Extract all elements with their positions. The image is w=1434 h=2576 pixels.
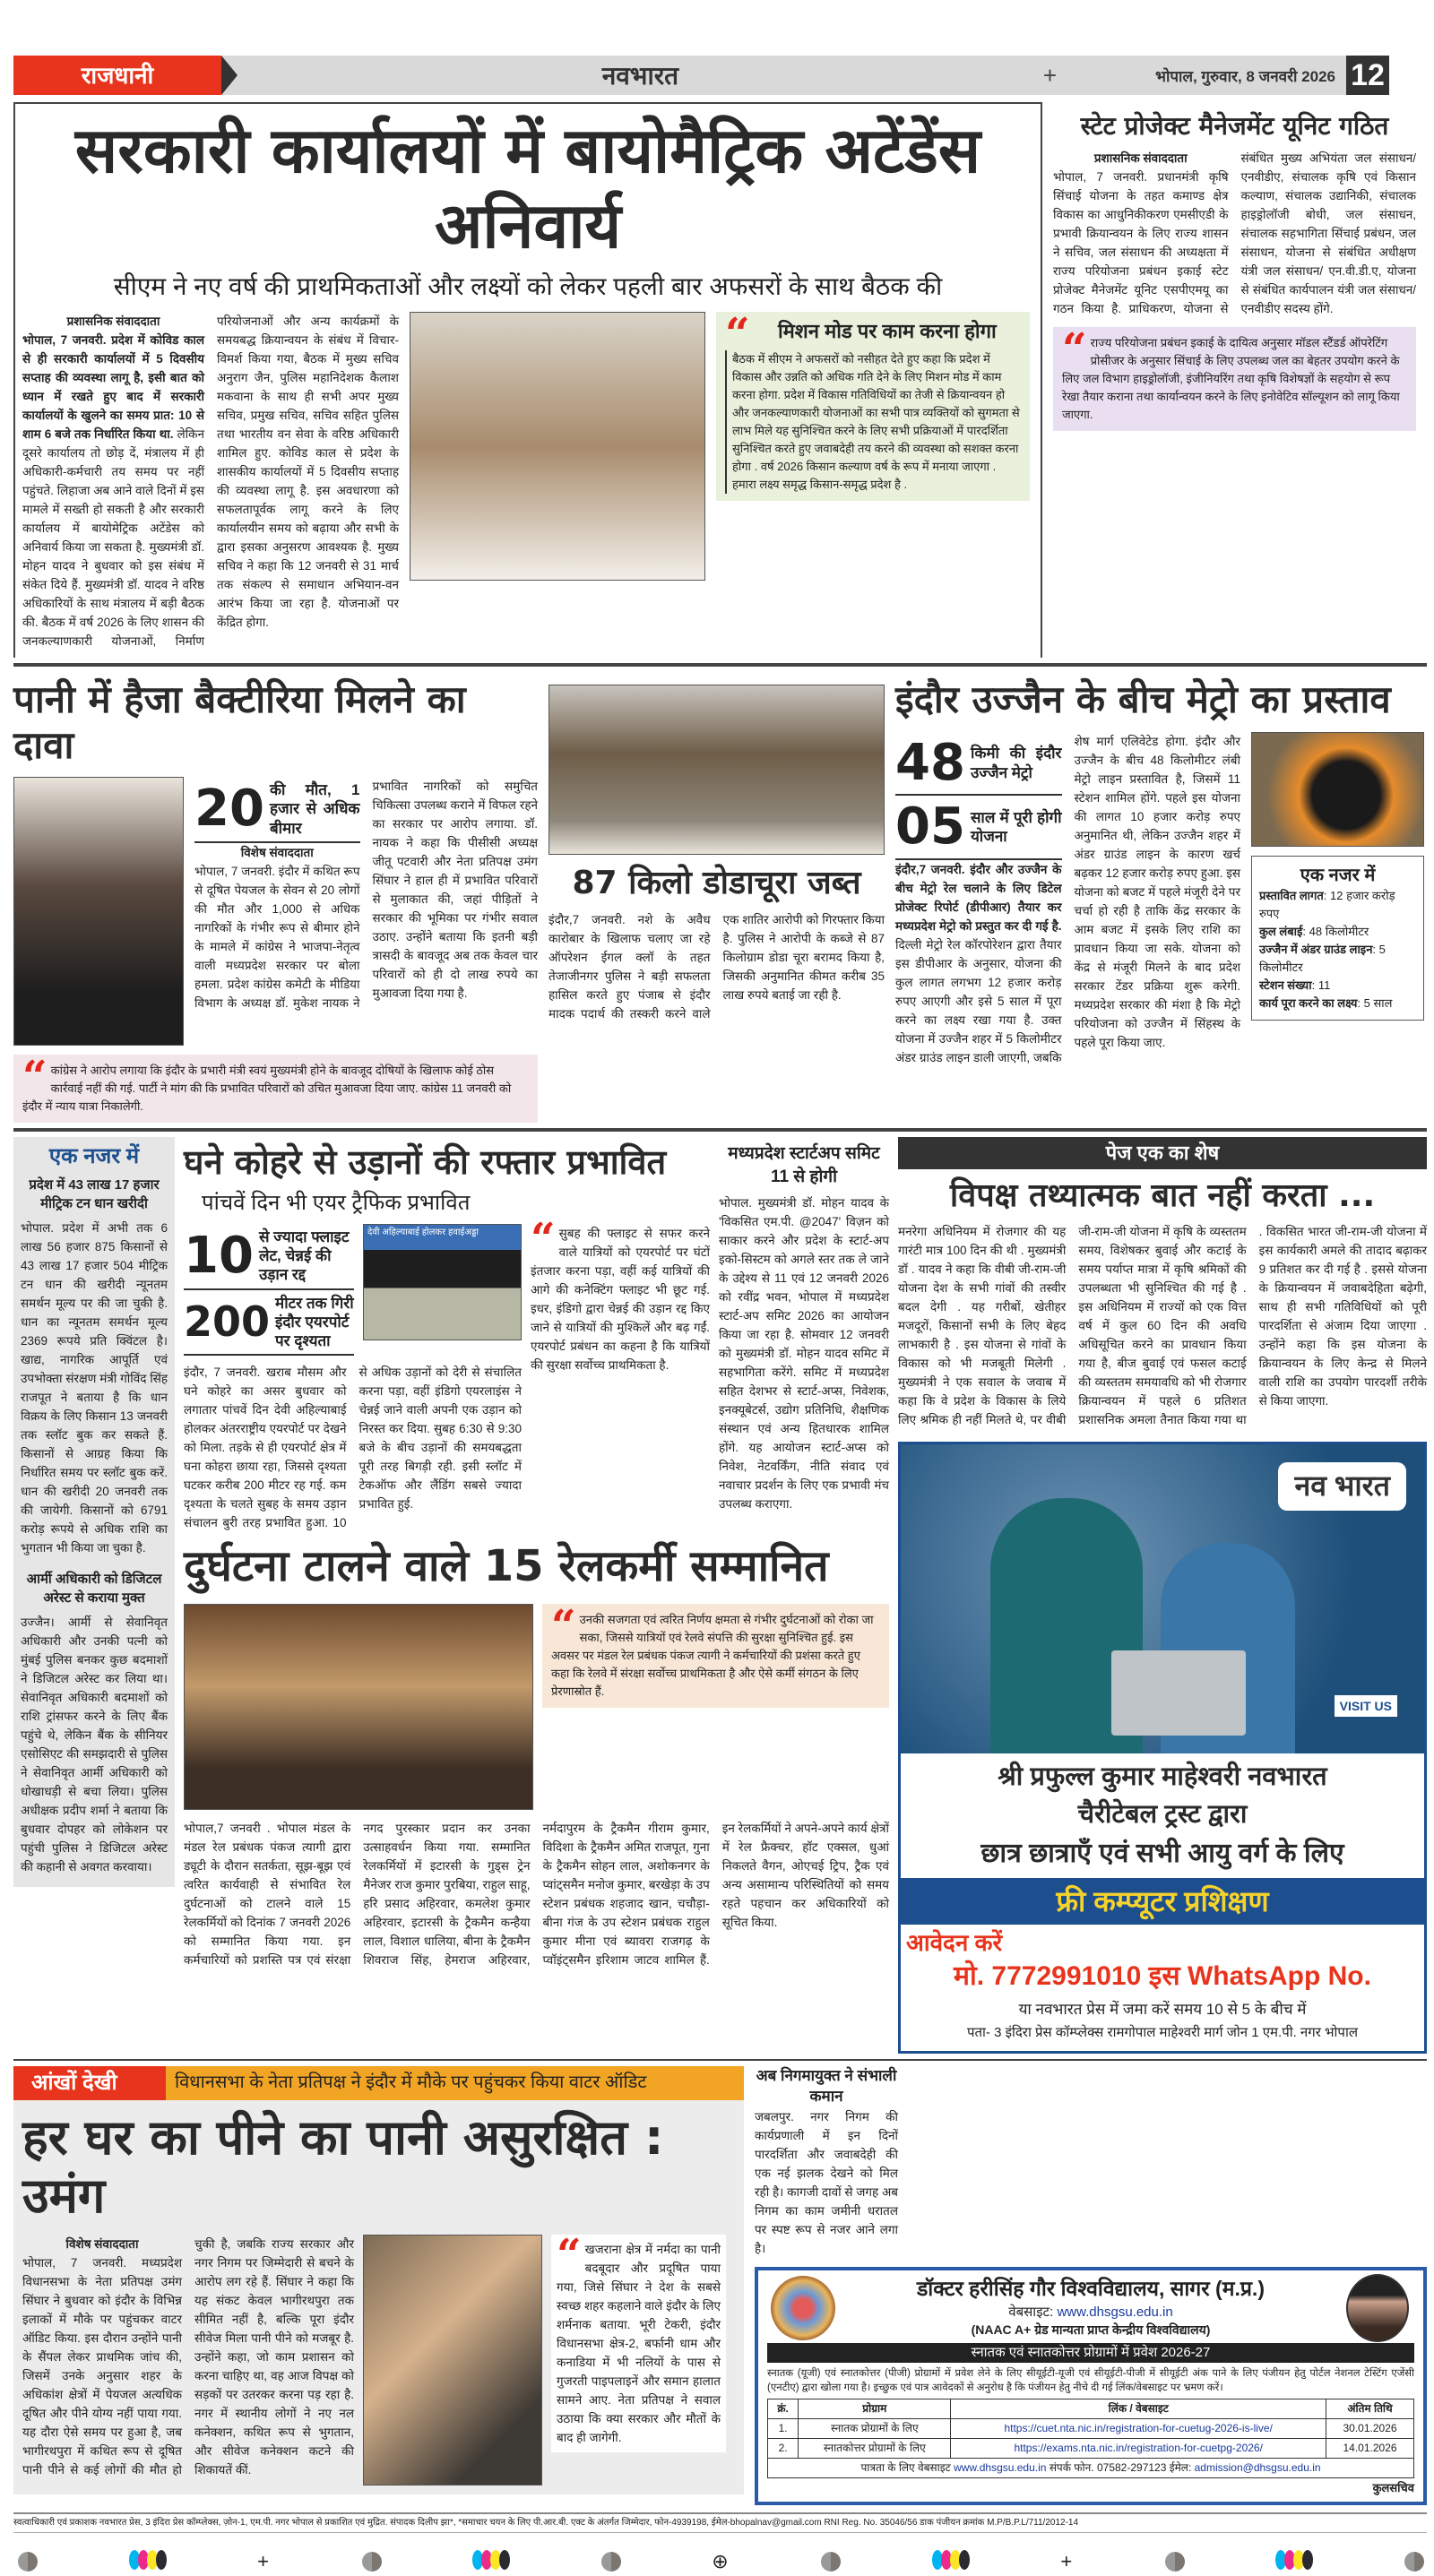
- registration-marks: [13, 2547, 1427, 2576]
- ad-logo: नव भारत: [1278, 1462, 1406, 1511]
- mission-title: मिशन मोड पर काम करना होगा: [777, 320, 997, 343]
- railway-headline: दुर्घटना टालने वाले 15 रेलकर्मी सम्मानित: [184, 1541, 829, 1592]
- railway-body: भोपाल,7 जनवरी . भोपाल मंडल के मंडल रेल प्रबंधक पंकज त्यागी द्वारा ड्यूटी के दौरान सतर्कता, सूझ-बूझ एवं त्वरित कार्यवाही से संभावित रेल दुर्घटनाओं को टालने वाले 15 रेलकर्मियों को दिनांक 7 जनवरी 2026 को सम्मानित किया गया. इन कर्मचारियों को प्रशस्ति पत्र एवं संरक्षा नगद पुरस्कार प्रदान कर उनका उत्साहवर्धन किया गया. सम्मानित रेलकर्मियों में इटारसी के गुड्स ट्रेन मैनेजर राज कुमार पुरबिया, राहुल साहू, हरि प्रसाद अहिरवार, कमलेश कुमार अहिरवार, इटारसी के ट्रैकमैन कन्हैया लाल, विशाल धालिया, बीना के ट्रैकमैन शिवराज सिंह, हेमराज अहिरवार, नर्मदापुरम के ट्रैकमैन गीराम कुमार, विदिशा के ट्रैकमैन अमित राजपूत, गुना के ट्रैकमैन सोहन लाल, अशोकनगर के प्वांट्समैन मनोज कुमार, बरखेड़ा के उप स्टेशन प्रबंधक शहजाद खान, चचौड़ा-बीना गंज के उप स्टेशन प्रबंधक राहुल कुमार मीना एवं ब्यावरा राजगढ़ के प्वॉइंट्समैन इरिशाम जाटव शामिल हैं. इन रेलकर्मियों ने अपने-अपने कार्य क्षेत्रों में रेल फ्रैक्चर, हॉट एक्सल, धुआं निकलते वैगन, ओएचई ट्रिप, ट्रैक एवं अन्य असामान्य परिस्थितियों को समय रहते पहचान कर अधिकारियों को सूचित किया.: [184, 1822, 889, 1968]
- gray-mark: [362, 2552, 382, 2572]
- paper-name: नवभारत: [601, 62, 679, 90]
- gray-mark: [18, 2552, 38, 2572]
- admission-bar: स्नातक एवं स्नातकोत्तर प्रोग्रामों में प्रवेश 2026-27: [767, 2343, 1414, 2364]
- remainder-body: मनरेगा अधिनियम में रोजगार की यह गारंटी मात्र 100 दिन की थी . मुख्यमंत्री डॉ . यादव ने कहा कि वीबी जी-राम-जी योजना देश के सभी गांवों की तस्वीर बदल देगी . यह गरीबों, खेतीहर मजदूरों, किसानों सभी के लिए बेहद लाभकारी है . इस योजना से गांवों के विकास को भी मजबूती मिलेगी . मुख्यमंत्री ने एक सवाल के जवाब में कहा कि वे प्रदेश के विकास के लिये लिए श्रमिक ही नहीं मिलते थे, पर वीबी जी-राम-जी योजना में कृषि के व्यस्ततम समय, विशेषकर बुवाई और कटाई के समय पर्याप्त मात्रा में कृषि श्रमिकों की उपलब्धता भी सुनिश्चित की गई है . इस अधिनियम में राज्यों को एक वित्त वर्ष में कुल 60 दिन की अवधि अधिसूचित करने का प्रावधान किया गया है, बीज बुवाई एवं फसल कटाई की व्यस्ततम समयावधि को भी रोजगार क्रियान्वयन में पहले 6 प्रतिशत प्रशासनिक अमला तैनात किया गया था . विकसित भारत जी-राम-जी योजना में इस कार्यकारी अमले की तादाद बढ़ाकर 9 प्रतिशत कर दी गई है . इससे योजना के क्रियान्वयन में जवाबदेहिता बढ़ेगी, साथ ही सभी गतिविधियों को पूरी पारदर्शिता से अंजाम दिया जाएगा . उन्होंने कहा कि इस योजना के क्रियान्वयन के लिए केन्द्र से मिलने वाली राशि का उपयोग पारदर्शी तरीके से किया जाएगा.: [898, 1225, 1427, 1427]
- fog-story: [184, 1137, 710, 1532]
- railway-quote: [542, 1601, 889, 1708]
- visit-us-badge[interactable]: VISIT US: [1335, 1695, 1397, 1717]
- crosshair-icon: +: [1060, 2550, 1073, 2573]
- gray-mark: [601, 2552, 621, 2572]
- cholera-byline: विशेष संवाददाता: [240, 845, 314, 859]
- table-row: 1. स्नातक प्रोग्रामों के लिए https://cuet.nta.nic.in/registration-for-cuetug-2026-is-live/ 30.01.2026: [768, 2419, 1414, 2439]
- metro-body: दिल्ली मेट्रो रेल कॉरपोरेशन द्वारा तैयार इस डीपीआर के अनुसार, योजना की कुल लागत लगभग 12 हजार करोड़ रुपए आएगी और इसे 5 साल में पूरा करने का लक्ष्य रखा गया है. उक्त योजना में उज्जैन शहर में 5 किलोमीटर अंडर ग्राउंड लाइन डाली जाएगी, जबकि शेष मार्ग एलिवेटेड होगा. इंदौर और उज्जैन के बीच 48 किलोमीटर लंबी मेट्रो लाइन प्रस्तावित है, जिसमें 11 स्टेशन शामिल होंगे. पहले इस योजना की लागत 10 हजार करोड़ रुपए अनुमानित थी, लेकिन उज्जैन शहर में अंडर ग्राउंड लाइन के कारण खर्च बढ़कर 12 हजार करोड़ रुपए हुआ. इस योजना को बजट में पहले मंजूरी देने पर चर्चा हो रही है ताकि केंद्र सरकार के आम बजट में इसके लिए राशि का प्रावधान किया जा सके. योजना को केंद्र से मंजूरी मिलने के बाद प्रदेश सरकार टेंडर प्रक्रिया शुरू करेगी. मध्यप्रदेश सरकार की मंशा है कि मेट्रो परियोजना को उज्जैन में सिंहस्थ के पहले पूरा किया जाए.: [895, 734, 1240, 1064]
- website-label: वेबसाइट:: [1008, 2305, 1054, 2321]
- cholera-quote-text: कांग्रेस ने आरोप लगाया कि इंदौर के प्रभारी मंत्री स्वयं मुख्यमंत्री होने के बावजूद दोषियों के खिलाफ कोई ठोस कार्रवाई नहीं की गई. पार्टी ने मांग की कि प्रभावित परिवारों को उचित मुआवजा दिया जाए. कांग्रेस 11 जनवरी को इंदौर में न्याय यात्रा निकालेगी.: [22, 1064, 512, 1114]
- admission-email-link[interactable]: admission@dhsgsu.edu.in: [1194, 2461, 1321, 2475]
- lead-intro: भोपाल, 7 जनवरी. प्रदेश में कोविड काल से ही सरकारी कार्यालयों में 5 दिवसीय सप्ताह की व्यवस्था लागू है, इसी बात को ध्यान में रखते हुए बाद में सरकारी कार्यालयों के खुलने का समय प्रात: 10 से शाम 6 बजे तक निर्धारित किया था.: [22, 333, 204, 442]
- quote-icon: “: [1062, 323, 1087, 375]
- ad-address: पता- 3 इंदिरा प्रेस कॉम्प्लेक्स रामगोपाल माहेश्वरी मार्ग जोन 1 एम.पी. नगर भोपाल: [966, 2025, 1359, 2041]
- cmyk-mark: [1275, 2550, 1311, 2574]
- divider: [13, 1128, 1427, 1132]
- congress-leader-photo: [13, 777, 184, 1046]
- railway-story: [184, 1541, 889, 1969]
- water-kicker: विधानसभा के नेता प्रतिपक्ष ने इंदौर में मौके पर पहुंचकर किया वाटर ऑडिट: [166, 2066, 744, 2100]
- glance-title: एक नजर में: [1300, 865, 1376, 885]
- ad-line3: छात्र छात्राएँ एवं सभी आयु वर्ग के लिए: [980, 1838, 1344, 1868]
- cmyk-mark: [472, 2550, 508, 2574]
- water-quote: [551, 2229, 726, 2452]
- registrar-signoff: कुलसचिव: [1372, 2481, 1414, 2495]
- metro-train-photo: [1251, 732, 1424, 847]
- spmu-note: [1053, 323, 1416, 431]
- startup-headline: मध्यप्रदेश स्टार्टअप समिट 11 से होगी: [728, 1144, 880, 1186]
- naac-grade: (NAAC A+ ग्रेड मान्यता प्राप्त केन्द्रीय विश्वविद्यालय): [971, 2322, 1211, 2338]
- masthead: [13, 56, 1389, 95]
- mission-quote-box: [716, 309, 1030, 501]
- pg-registration-link[interactable]: https://exams.nta.nic.in/registration-for-cuetpg-2026/: [1014, 2442, 1263, 2455]
- cholera-stat: 20 की मौत, 1 हजार से अधिक बीमार: [194, 777, 360, 843]
- computer-training-ad: [898, 1442, 1427, 2054]
- spmu-story: [1053, 102, 1416, 431]
- lead-story: [13, 102, 1042, 658]
- sidebar-item2-head: आर्मी अधिकारी को डिजिटल अरेस्ट से कराया मुक्त: [26, 1572, 162, 1607]
- laptop-icon: [1111, 1650, 1246, 1736]
- police-arrest-photo: [549, 685, 885, 855]
- fog-quote-text: सुबह की फ्लाइट से सफर करने वाले यात्रियों को एयरपोर्ट पर घंटों इंतजार करना पड़ा, वहीं कई यात्रियों की आगे की कनेक्टिंग फ्लाइट भी छूट गई. इधर, इंडिगो द्वारा चेन्नई की उड़ान रद्द किए जाने से यात्रियों की मुश्किलें और बढ़ गईं. एयरपोर्ट प्रबंधन का कहना है कि यात्रियों की सुरक्षा सर्वोच्च प्राथमिकता है.: [531, 1226, 710, 1372]
- railway-award-photo: [184, 1604, 533, 1810]
- page-number: 12: [1346, 56, 1389, 95]
- university-name: डॉक्टर हरीसिंह गौर विश्वविद्यालय, सागर (म.प्र.): [917, 2277, 1265, 2301]
- jabalpur-story: [755, 2066, 898, 2258]
- metro-glance-box: [1251, 856, 1424, 1021]
- divider: [13, 663, 1427, 667]
- ad-line2: चैरीटेबल ट्रस्ट द्वारा: [1077, 1800, 1248, 1830]
- remainder-label: पेज एक का शेष: [898, 1137, 1427, 1169]
- glance-item: कार्य पूरा करने का लक्ष्य: 5 साल: [1259, 995, 1393, 1010]
- ad-note: या नवभारत प्रेस में जमा करें समय 10 से 5 के बीच में: [1018, 2000, 1307, 2018]
- water-body: भोपाल, 7 जनवरी. मध्यप्रदेश विधानसभा के नेता प्रतिपक्ष उमंग सिंघार ने बुधवार को इंदौर के विभिन्न इलाकों में मौके पर पहुंचकर वाटर ऑडिट किया. इस दौरान उन्होंने पानी के सैंपल लेकर प्राथमिक जांच की, जिसमें उनके अनुसार शहर के अधिकांश क्षेत्रों में पेयजल अत्यधिक दूषित और पीने योग्य नहीं पाया गया. यह दौरा ऐसे समय पर हुआ है, जब भागीरथपुरा में कथित रूप से दूषित पानी पीने से कई लोगों की मौत हो चुकी है, जबकि राज्य सरकार और नगर निगम पर जिम्मेदारी से बचने के आरोप लग रहे हैं. सिंघार ने कहा कि यह संकट केवल भागीरथपुरा तक सीमित नहीं है, बल्कि पूरा इंदौर सीवेज मिला पानी पीने को मजबूर है. उन्होंने कहा, जो काम प्रशासन को करना चाहिए था, वह आज विपक्ष को सड़कों पर उतरकर करना पड़ रहा है. नगर में स्थानीय लोगों ने नए नल कनेक्शन, कथित रूप से भुगतान, और सीवेज कनेक्शन कटने की शिकायतें कीं.: [22, 2236, 354, 2477]
- airport-photo: [363, 1224, 522, 1340]
- spmu-headline: स्टेट प्रोजेक्ट मैनेजमेंट यूनिट गठित: [1080, 111, 1389, 141]
- startup-body: भोपाल. मुख्यमंत्री डॉ. मोहन यादव के 'विकसित एम.पी. @2047' विज़न को साकार करने और प्रदेश के स्टार्ट-अप इको-सिस्टम को अगले स्तर तक ले जाने के उद्देश्य से 11 एवं 12 जनवरी 2026 को रवींद्र भवन, भोपाल में मध्यप्रदेश स्टार्ट-अप समिट 2026 का आयोजन किया जा रहा है. सोमवार 12 जनवरी को मुख्यमंत्री डॉ. मोहन यादव समिट में सहभागिता करेंगे. समिट में मध्यप्रदेश सहित देशभर से स्टार्ट-अप्स, निवेशक, इनक्यूबेटर्स, उद्योग प्रतिनिधि, शैक्षणिक संस्थान एवं अन्य हितधारक शामिल होंगे. यह आयोजन स्टार्ट-अप्स को निवेश, नेटवर्किंग, नीति संवाद एवं नवाचार प्रदर्शन के लिए एक प्रभावी मंच उपलब्ध कराएगा.: [719, 1196, 889, 1512]
- eligibility-link[interactable]: www.dhsgsu.edu.in: [954, 2461, 1047, 2475]
- mission-text: बैठक में सीएम ने अफसरों को नसीहत देते हुए कहा कि प्रदेश में विकास और उन्नति को अधिक गति देने के लिए मिशन मोड में काम करना होगा. प्रदेश में विकास गतिविधियों का तेजी से क्रियान्वयन हो और जनकल्याणकारी योजनाओं का सभी पात्र व्यक्तियों को सुगमता से लाभ मिले यह सुनिश्चित करने के लिए सभी प्रक्रियाओं में पारदर्शिता सुनिश्चित करते हुए जवाबदेही तय करने की व्यवस्था को सशक्त करना होगा . वर्ष 2026 किसान कल्याण वर्ष के रूप में मनाया जाएगा . हमारा लक्ष्य समृद्ध किसान-समृद्ध प्रदेश है .: [725, 350, 1021, 494]
- at-a-glance-sidebar: [13, 1137, 175, 1887]
- newspaper-page: [0, 56, 1434, 2576]
- quote-icon: “: [22, 1052, 48, 1103]
- sidebar-title: एक नजर में: [48, 1144, 140, 1169]
- doda-headline: 87 किलो डोडाचूरा जब्त: [572, 865, 861, 902]
- metro-intro: इंदौर,7 जनवरी. इंदौर और उज्जैन के बीच मेट्रो रेल चलाने के लिए डिटेल प्रोजेक्ट रिपोर्ट (डीपीआर) तैयार कर मध्यप्रदेश मेट्रो को प्रस्तुत कर दी गई है.: [895, 862, 1062, 933]
- table-row: पात्रता के लिए वेबसाइट www.dhsgsu.edu.in संपर्क फोन. 07582-297123 ईमेल: admission@dhsgsu.edu.in: [768, 2459, 1414, 2478]
- sidebar-item1-body: भोपाल. प्रदेश में अभी तक 6 लाख 56 हजार 875 किसानों से 43 लाख 17 हजार 504 मीट्रिक टन धान की खरीदी न्यूनतम समर्थन मूल्य पर की जा चुकी है. धान का न्यूनतम समर्थन मूल्य 2369 रूपये प्रति क्विंटल है। खाद्य, नागरिक आपूर्ति एवं उपभोक्ता संरक्षण मंत्री गोविंद सिंह राजपूत ने बताया है कि धान विक्रय के लिए किसान 13 जनवरी तक स्लॉट बुक कर सकते हैं. किसानों से आग्रह किया कि निर्धारित समय पर स्लॉट बुक करें. धान की खरीदी 20 जनवरी तक की जायेगी. किसानों को 6791 करोड़ रूपये से अधिक राशि का भुगतान भी किया जा चुका है.: [21, 1221, 168, 1555]
- quote-icon: “: [557, 2229, 582, 2280]
- ad-apply: आवेदन करें: [906, 1928, 1003, 1956]
- university-seal: [771, 2276, 835, 2340]
- ad-line1: श्री प्रफुल्ल कुमार माहेश्वरी नवभारत: [998, 1762, 1327, 1792]
- fog-quote: [531, 1213, 710, 1374]
- lead-byline: प्रशासनिक संवाददाता: [66, 314, 160, 329]
- ug-registration-link[interactable]: https://cuet.nta.nic.in/registration-for-cuetug-2026-is-live/: [1004, 2422, 1273, 2435]
- table-header: क्रं. प्रोग्राम लिंक / वेबसाइट अंतिम तिथि: [768, 2399, 1414, 2419]
- metro-stat-length: 48 किमी की इंदौर उज्जैन मेट्रो: [895, 732, 1062, 797]
- gray-mark: [1404, 2552, 1424, 2572]
- ad-photo: [901, 1444, 1424, 1753]
- cholera-body: भोपाल, 7 जनवरी. इंदौर में कथित रूप से दूषित पेयजल के सेवन से 20 लोगों की मौत और 1,000 से अधिक नागरिकों के गंभीर रूप से बीमार होने के मामले में कांग्रेस ने भाजपा-नेतृत्व वाली मध्यप्रदेश सरकार पर बोला हमला. प्रदेश कांग्रेस कमेटी के मीडिया विभाग के अध्यक्ष डॉ. मुकेश नायक ने प्रभावित नागरिकों को समुचित चिकित्सा उपलब्ध कराने में विफल रहने का सरकार पर आरोप लगाया. डॉ. नायक ने कहा कि पीसीसी अध्यक्ष जीतू पटवारी और नेता प्रतिपक्ष उमंग सिंघार ने हाल ही में प्रभावित परिवारों से मुलाकात की, जहां पीड़ितों ने सरकार की भूमिका पर गंभीर सवाल उठाए. उन्होंने बताया कि इतनी बड़ी त्रासदी के बावजूद अब तक केवल चार परिवारों को ही दो लाख रुपये का मुआवजा दिया गया है.: [194, 780, 538, 1010]
- lead-subhead: सीएम ने नए वर्ष की प्राथमिकताओं और लक्ष्यों को लेकर पहली बार अफसरों के साथ बैठक की: [113, 272, 943, 300]
- water-byline: विशेष संवाददाता: [65, 2236, 139, 2251]
- railway-quote-text: उनकी सजगता एवं त्वरित निर्णय क्षमता से गंभीर दुर्घटनाओं को रोका जा सका, जिससे यात्रियों एवं रेलवे संपत्ति की सुरक्षा सुनिश्चित हुई. इस अवसर पर मंडल रेल प्रबंधक पंकज त्यागी ने कर्मचारियों की प्रशंसा करते हुए कहा कि रेलवे में संरक्षा सर्वोच्च प्राथमिकता है और ऐसे कर्मी संगठन के लिए प्रेरणास्रोत हैं.: [551, 1613, 874, 1699]
- page-one-remainder: [898, 1137, 1427, 1429]
- water-audit-story: [13, 2066, 744, 2494]
- glance-item: उज्जैन में अंडर ग्राउंड लाइन: 5 किलोमीटर: [1259, 942, 1386, 974]
- target-icon: ⊕: [712, 2550, 729, 2573]
- eyewitness-tag: आंखों देखी: [13, 2066, 166, 2100]
- fog-body: इंदौर, 7 जनवरी. खराब मौसम और घने कोहरे का असर बुधवार को लगातार पांचवें दिन देवी अहिल्याबाई होलकर अंतरराष्ट्रीय एयरपोर्ट पर देखने को मिला. तड़के से ही एयरपोर्ट क्षेत्र में घना कोहरा छाया रहा, जिससे दृश्यता घटकर करीब 200 मीटर रह गई. कम दृश्यता के चलते सुबह के समय उड़ान संचालन बुरी तरह प्रभावित हुआ. 10 से अधिक उड़ानों को देरी से संचालित करना पड़ा, वहीं इंडिगो एयरलाइंस ने चेन्नई जाने वाली अपनी एक उड़ान को निरस्त कर दिया. सुबह 6:30 से 9:30 बजे के बीच उड़ानों की समयबद्धता पूरी तरह बिगड़ी रही. इसी स्लॉट में टेकऑफ और लैंडिंग सबसे ज्यादा प्रभावित हुई.: [184, 1366, 522, 1530]
- table-row: 2. स्नातकोत्तर प्रोग्रामों के लिए https://exams.nta.nic.in/registration-for-cuetpg-2026/ 14.01.2026: [768, 2439, 1414, 2459]
- university-ad: [755, 2267, 1427, 2505]
- doda-story: [549, 685, 885, 1022]
- imprint-text: स्वत्वाधिकारी एवं प्रकाशक नवभारत प्रेस, 3 इंदिरा प्रेस कॉम्प्लेक्स, ज़ोन-1, एम.पी. नगर भोपाल से प्रकाशित एवं मुद्रित. संपादक दिलीप झा*, *समाचार चयन के लिए पी.आर.बी. एक्ट के अंतर्गत जिम्मेदार, फोन-4939198, ईमेल-bhopalnav@gmail.com RNI Reg. No. 35046/56 डाक पंजीयन क्रमांक M.P/B.P.L/711/2012-14: [13, 2518, 1079, 2529]
- section-tag-arrow: [221, 56, 238, 95]
- divider: [13, 2059, 1427, 2061]
- glance-item: प्रस्तावित लागत: 12 हजार करोड़ रुपए: [1259, 888, 1395, 920]
- cm-photo: [410, 312, 705, 581]
- metro-story: [895, 672, 1424, 1067]
- glance-item: कुल लंबाई: 48 किलोमीटर: [1259, 924, 1369, 938]
- spmu-byline: प्रशासनिक संवाददाता: [1093, 151, 1188, 165]
- metro-stat-years: 05 साल में पूरी होगी योजना: [895, 796, 1062, 860]
- water-headline: हर घर का पीने का पानी असुरक्षित : उमंग: [22, 2108, 664, 2224]
- lead-headline: सरकारी कार्यालयों में बायोमैट्रिक अटेंडेंस अनिवार्य: [74, 114, 981, 263]
- startup-story: [719, 1137, 889, 1513]
- quote-icon: “: [551, 1601, 576, 1652]
- remainder-headline: विपक्ष तथ्यात्मक बात नहीं करता ...: [949, 1177, 1376, 1215]
- cholera-headline: पानी में हैजा बैक्टीरिया मिलने का दावा: [13, 677, 466, 767]
- lead-body: लेकिन दूसरे कार्यालय तो छोड़ दें, मंत्रालय में ही अधिकारी-कर्मचारी तय समय पर नहीं पहुंचते. लिहाजा अब आने वाले दिनों में इस मामले में सख्ती हो सकती है और सरकारी कार्यालय में बायोमेट्रिक अटेंडेस को अनिवार्य किया जा सकता है. मुख्यमंत्री डॉ. मोहन यादव ने बुधवार को इस संबंध में संकेत दिये हैं. मुख्यमंत्री डॉ. यादव ने वरिष्ठ अधिकारियों के साथ मंत्रालय में बड़ी बैठक की. बैठक में वर्ष 2026 के लिए शासन की जनकल्याणकारी योजनाओं, निर्माण परियोजनाओं और अन्य कार्यक्रमों के समयबद्ध क्रियान्वयन के संबंध में विचार-विमर्श किया गया, बैठक में मुख्य सचिव अनुराग जैन, पुलिस महानिदेशक कैलाश मकवाना के साथ ही सभी अपर मुख्य सचिव, प्रमुख सचिव, सचिव सहित पुलिस तथा भारतीय वन सेवा के वरिष्ठ अधिकारी शामिल हुए. कोविड काल से प्रदेश के शासकीय कार्यालयों में 5 दिवसीय सप्ताह की व्यवस्था लागू है. इस अवधारणा को सफलतापूर्वक लागू करने के लिए कार्यालयीन समय को बढ़ाया और सभी के द्वारा इसका अनुसरण आवश्यक है. मुख्य सचिव ने कहा कि 12 जनवरी से 31 मार्च तक संकल्प से समाधान अभियान-वन आरंभ किया जा रहा है. योजनाओं पर केंद्रित होगा.: [22, 314, 399, 649]
- crosshair-icon: +: [257, 2550, 269, 2573]
- sidebar-item1-head: प्रदेश में 43 लाख 17 हजार मीट्रिक टन धान खरीदी: [29, 1177, 160, 1212]
- fog-stat-visibility: 200 मीटर तक गिरी इंदौर एयरपोर्ट पर दृश्यता: [184, 1290, 354, 1357]
- quote-icon: “: [725, 309, 750, 360]
- dateline: भोपाल, गुरुवार, 8 जनवरी 2026: [1155, 67, 1335, 85]
- section-tag: राजधानी: [13, 56, 221, 95]
- gray-mark: [1165, 2552, 1185, 2572]
- jabalpur-body: जबलपुर. नगर निगम की कार्यप्रणाली में इन दिनों पारदर्शिता और जवाबदेही की एक नई झलक देखने को मिल रही है। कागजी दावों से जगह अब निगम का काम जमीनी धरातल पर स्पष्ट रूप से नजर आने लगा है।: [755, 2110, 898, 2256]
- ad-phone[interactable]: मो. 7772991010 इस WhatsApp No.: [954, 1960, 1371, 1991]
- doda-body: इंदौर,7 जनवरी. नशे के अवैध कारोबार के खिलाफ चलाए जा रहे ऑपरेशन ईगल क्लॉ के तहत तेजाजीनगर पुलिस ने बड़ी सफलता हासिल करते हुए पंजाब से इंदौर मादक पदार्थ की तस्करी करने वाले एक शातिर आरोपी को गिरफ्तार किया है. पुलिस ने आरोपी के कब्जे से 87 किलोग्राम डोडा चूरा बरामद किया है, जिसकी अनुमानित कीमत करीब 35 लाख रुपये बताई जा रही है.: [549, 912, 885, 1021]
- spmu-note-text: राज्य परियोजना प्रबंधन इकाई के दायित्व अनुसार मॉडल स्टैंडर्ड ऑपरेटिंग प्रोसीजर के अनुसार सिंचाई के लिए उपलब्ध जल का बेहतर उपयोग करने के लिए जल विभाग हाइड्रोलॉजी, इंजीनियरिंग तथा कृषि विशेषज्ञों के सहयोग से रूप रेखा तैयार कराना तथा कार्यान्वयन करने के लिए इनोवेटिव सॉल्यूशन को लागू किया जाएगा.: [1062, 335, 1400, 421]
- cmyk-mark: [932, 2550, 968, 2574]
- jabalpur-headline: अब निगमायुक्त ने संभाली कमान: [756, 2067, 897, 2106]
- admission-text: स्नातक (यूजी) एवं स्नातकोत्तर (पीजी) प्रोग्रामों में प्रवेश लेने के लिए सीयूईटी-यूजी एवं सीयूईटी-पीजी में सीयूईटी अंक पाने के लिए पंजीयन हेतु पोर्टल नेशनल टेस्टिंग एजेंसी (एनटीए) द्वारा खोला गया है। इच्छुक एवं पात्र आवेदकों से अनुरोध है कि पंजीयन हेतु नीचे दी गई लिंक/वेबसाइट पर भ्रमण करें।: [767, 2368, 1414, 2394]
- cholera-story: [13, 672, 538, 1123]
- airport-photo-caption: देवी अहिल्याबाई होलकर हवाईअड्डा: [367, 1227, 479, 1237]
- university-website-link[interactable]: www.dhsgsu.edu.in: [1057, 2305, 1173, 2321]
- gray-mark: [821, 2552, 841, 2572]
- water-audit-photo: [363, 2235, 542, 2486]
- ad-banner: फ्री कम्प्यूटर प्रशिक्षण: [901, 1878, 1424, 1925]
- crosshair-icon: +: [1042, 61, 1058, 89]
- spmu-body: भोपाल, 7 जनवरी. प्रधानमंत्री कृषि सिंचाई योजना के तहत कमाण्ड क्षेत्र विकास का आधुनिकीकरण एमसीएडी के प्रभावी क्रियान्वयन के लिए राज्य शासन ने सचिव, जल संसाधन की अध्यक्षता में राज्य परियोजना प्रबंधन इकाई स्टेट प्रोजेक्ट मैनेजमेंट यूनिट एसपीएमयू का गठन किया है. प्राधिकरण, योजना से संबंधित मुख्य अभियंता जल संसाधन/एनवीडीए, संचालक कृषि एवं किसान कल्याण, संचालक उद्यानिकी, संचालक हाइड्रोलॉजी बोधी, जल संसाधन, संचालक सहभागिता सिंचाई प्रबंधन, जल संसाधन, योजना से संबंधित अधीक्षण यंत्री जल संसाधन/ एन.वी.डी.ए, योजना से संबंधित कार्यपालन यंत्री जल संसाधन/एनवीडीए सदस्य होंगे.: [1053, 151, 1416, 315]
- glance-item: स्टेशन संख्या: 11: [1259, 978, 1331, 992]
- metro-headline: इंदौर उज्जैन के बीच मेट्रो का प्रस्ताव: [895, 677, 1391, 722]
- fog-stat-flights: 10 से ज्यादा फ्लाइट लेट, चेन्नई की उड़ान रद्द: [184, 1224, 354, 1290]
- cmyk-mark: [129, 2550, 165, 2574]
- water-quote-text: खजराना क्षेत्र में नर्मदा का पानी बदबूदार और प्रदूषित पाया गया, जिसे सिंघार ने देश के सबसे स्वच्छ शहर कहलाने वाले इंदौर के लिए शर्मनाक बताया. भूरी टेकरी, इंदौर विधानसभा क्षेत्र-2, बर्फानी धाम और कनाडिया में भी नलियों के पास से गुजरती पाइपलाइनें और समान हालात सामने आए. नेता प्रतिपक्ष ने सवाल उठाया कि क्या सरकार और मौतों के बाद ही जागेगी.: [557, 2242, 721, 2444]
- fog-headline: घने कोहरे से उड़ानों की रफ्तार प्रभावित: [184, 1142, 667, 1183]
- quote-icon: “: [531, 1213, 556, 1264]
- sidebar-item2-body: उज्जैन। आर्मी से सेवानिवृत अधिकारी और उनकी पत्नी को मुंबई पुलिस बनकर कुछ बदमाशों ने डिजिटल अरेस्ट कर लिया था। सेवानिवृत अधिकारी बदमाशों को राशि ट्रांसफर करने के लिए बैंक पहुंचे थे, लेकिन बैंक के सीनियर एसोसिएट की समझदारी से पुलिस ने सेवानिवृत आर्मी अधिकारी को धोखाधड़ी से बचा लिया। पुलिस अधीक्षक प्रदीप शर्मा ने बताया कि बुधवार दोपहर को लोकेशन पर पहुंची पुलिस ने डिजिटल अरेस्ट की कहानी से अवगत करवाया।: [21, 1615, 168, 1874]
- imprint: [13, 2512, 1427, 2533]
- admission-table: [767, 2399, 1414, 2478]
- founder-portrait: [1346, 2274, 1409, 2342]
- fog-subhead: पांचवें दिन भी एयर ट्रैफिक प्रभावित: [202, 1190, 471, 1215]
- cholera-quote: [13, 1052, 538, 1123]
